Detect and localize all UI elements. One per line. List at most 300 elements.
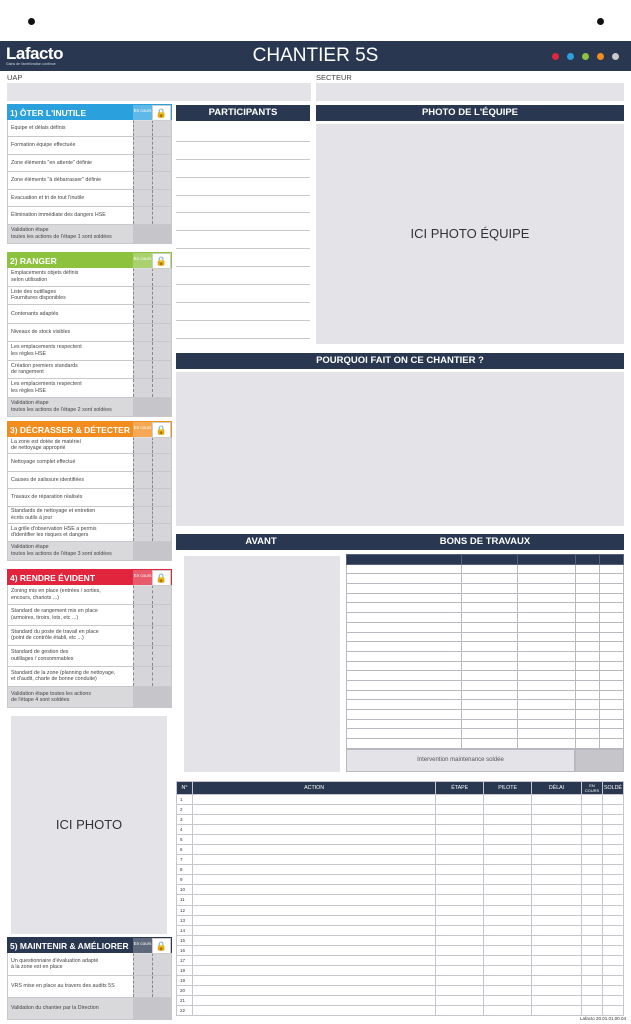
table-cell[interactable] (347, 632, 462, 642)
table-cell[interactable] (576, 574, 600, 584)
table-cell[interactable] (581, 895, 602, 905)
table-cell[interactable] (602, 925, 623, 935)
table-cell[interactable] (461, 651, 518, 661)
participant-line[interactable] (176, 213, 310, 231)
table-cell[interactable] (600, 622, 624, 632)
table-cell[interactable] (484, 985, 532, 995)
table-cell[interactable] (576, 632, 600, 642)
table-cell[interactable] (581, 855, 602, 865)
table-cell[interactable] (192, 1005, 435, 1015)
pourquoi-box[interactable] (176, 372, 624, 526)
table-cell[interactable] (602, 915, 623, 925)
table-cell[interactable] (532, 795, 582, 805)
table-cell[interactable] (581, 925, 602, 935)
solde-cell[interactable] (152, 207, 171, 224)
table-cell[interactable] (347, 710, 462, 720)
participant-line[interactable] (176, 196, 310, 214)
table-cell[interactable] (602, 875, 623, 885)
table-cell[interactable] (581, 985, 602, 995)
table-cell[interactable] (347, 574, 462, 584)
table-cell[interactable] (192, 865, 435, 875)
table-cell[interactable] (436, 815, 484, 825)
table-cell[interactable] (576, 710, 600, 720)
table-cell[interactable] (576, 719, 600, 729)
table-cell[interactable] (484, 855, 532, 865)
table-cell[interactable] (461, 710, 518, 720)
en-cours-cell[interactable] (133, 437, 152, 453)
table-cell[interactable] (192, 825, 435, 835)
table-cell[interactable] (347, 593, 462, 603)
secteur-field[interactable] (316, 83, 624, 101)
solde-cell[interactable] (152, 342, 171, 360)
table-cell[interactable] (461, 574, 518, 584)
table-cell[interactable] (581, 885, 602, 895)
table-cell[interactable] (581, 905, 602, 915)
table-cell[interactable] (600, 584, 624, 594)
table-cell[interactable] (532, 855, 582, 865)
table-cell[interactable] (581, 1005, 602, 1015)
table-cell[interactable] (347, 690, 462, 700)
table-cell[interactable] (461, 593, 518, 603)
en-cours-cell[interactable] (133, 667, 152, 687)
table-cell[interactable] (192, 845, 435, 855)
table-cell[interactable] (532, 835, 582, 845)
table-cell[interactable] (461, 680, 518, 690)
table-cell[interactable] (600, 690, 624, 700)
table-cell[interactable] (192, 915, 435, 925)
table-cell[interactable] (532, 875, 582, 885)
table-cell[interactable] (518, 622, 576, 632)
table-cell[interactable] (576, 661, 600, 671)
intervention-check[interactable] (575, 749, 624, 772)
table-cell[interactable] (192, 835, 435, 845)
table-cell[interactable] (602, 835, 623, 845)
table-cell[interactable] (461, 661, 518, 671)
table-cell[interactable] (518, 574, 576, 584)
table-cell[interactable] (532, 825, 582, 835)
table-cell[interactable] (436, 875, 484, 885)
table-cell[interactable] (484, 935, 532, 945)
table-cell[interactable] (484, 825, 532, 835)
table-cell[interactable] (436, 975, 484, 985)
solde-cell[interactable] (152, 172, 171, 189)
table-cell[interactable] (532, 935, 582, 945)
table-cell[interactable] (581, 845, 602, 855)
table-cell[interactable] (532, 965, 582, 975)
table-cell[interactable] (461, 671, 518, 681)
en-cours-cell[interactable] (133, 155, 152, 172)
table-cell[interactable] (576, 739, 600, 749)
table-cell[interactable] (532, 1005, 582, 1015)
participant-line[interactable] (176, 178, 310, 196)
table-cell[interactable] (484, 885, 532, 895)
table-cell[interactable] (347, 622, 462, 632)
table-cell[interactable] (532, 955, 582, 965)
table-cell[interactable] (518, 651, 576, 661)
table-cell[interactable] (461, 632, 518, 642)
table-cell[interactable] (532, 975, 582, 985)
solde-cell[interactable] (152, 437, 171, 453)
table-cell[interactable] (600, 603, 624, 613)
table-cell[interactable] (532, 845, 582, 855)
table-cell[interactable] (518, 719, 576, 729)
validation-cell[interactable] (133, 398, 171, 416)
table-cell[interactable] (518, 555, 576, 565)
table-cell[interactable] (600, 700, 624, 710)
table-cell[interactable] (518, 584, 576, 594)
en-cours-cell[interactable] (133, 207, 152, 224)
table-cell[interactable] (532, 865, 582, 875)
table-cell[interactable] (436, 805, 484, 815)
table-cell[interactable] (518, 603, 576, 613)
table-cell[interactable] (192, 975, 435, 985)
table-cell[interactable] (347, 719, 462, 729)
solde-cell[interactable] (152, 137, 171, 154)
uap-field[interactable] (7, 83, 311, 101)
table-cell[interactable] (461, 584, 518, 594)
table-cell[interactable] (600, 661, 624, 671)
table-cell[interactable] (576, 642, 600, 652)
table-cell[interactable] (192, 965, 435, 975)
solde-cell[interactable] (152, 585, 171, 604)
participant-line[interactable] (176, 285, 310, 303)
en-cours-cell[interactable] (133, 976, 152, 997)
table-cell[interactable] (461, 642, 518, 652)
table-cell[interactable] (347, 700, 462, 710)
en-cours-cell[interactable] (133, 585, 152, 604)
table-cell[interactable] (518, 710, 576, 720)
solde-cell[interactable] (152, 626, 171, 646)
table-cell[interactable] (484, 875, 532, 885)
table-cell[interactable] (192, 795, 435, 805)
table-cell[interactable] (581, 835, 602, 845)
table-cell[interactable] (576, 593, 600, 603)
table-cell[interactable] (484, 835, 532, 845)
table-cell[interactable] (436, 985, 484, 995)
table-cell[interactable] (581, 865, 602, 875)
table-cell[interactable] (600, 555, 624, 565)
table-cell[interactable] (347, 739, 462, 749)
table-cell[interactable] (461, 739, 518, 749)
en-cours-cell[interactable] (133, 268, 152, 286)
solde-cell[interactable] (152, 472, 171, 489)
table-cell[interactable] (436, 825, 484, 835)
table-cell[interactable] (581, 945, 602, 955)
en-cours-cell[interactable] (133, 190, 152, 207)
solde-cell[interactable] (152, 190, 171, 207)
table-cell[interactable] (436, 845, 484, 855)
table-cell[interactable] (484, 895, 532, 905)
table-cell[interactable] (602, 1005, 623, 1015)
table-cell[interactable] (576, 680, 600, 690)
table-cell[interactable] (581, 875, 602, 885)
table-cell[interactable] (602, 865, 623, 875)
table-cell[interactable] (347, 680, 462, 690)
solde-cell[interactable] (152, 605, 171, 625)
table-cell[interactable] (518, 593, 576, 603)
table-cell[interactable] (600, 632, 624, 642)
table-cell[interactable] (436, 995, 484, 1005)
table-cell[interactable] (576, 555, 600, 565)
table-cell[interactable] (576, 690, 600, 700)
en-cours-cell[interactable] (133, 472, 152, 489)
table-cell[interactable] (436, 945, 484, 955)
table-cell[interactable] (192, 895, 435, 905)
participant-line[interactable] (176, 303, 310, 321)
table-cell[interactable] (602, 825, 623, 835)
table-cell[interactable] (518, 642, 576, 652)
table-cell[interactable] (576, 729, 600, 739)
solde-cell[interactable] (152, 524, 171, 541)
table-cell[interactable] (532, 985, 582, 995)
en-cours-cell[interactable] (133, 361, 152, 379)
table-cell[interactable] (436, 885, 484, 895)
table-cell[interactable] (602, 895, 623, 905)
table-cell[interactable] (518, 661, 576, 671)
table-cell[interactable] (532, 945, 582, 955)
table-cell[interactable] (602, 815, 623, 825)
solde-cell[interactable] (152, 976, 171, 997)
en-cours-cell[interactable] (133, 524, 152, 541)
en-cours-cell[interactable] (133, 454, 152, 471)
table-cell[interactable] (484, 865, 532, 875)
table-cell[interactable] (602, 805, 623, 815)
table-cell[interactable] (347, 603, 462, 613)
table-cell[interactable] (347, 671, 462, 681)
table-cell[interactable] (602, 855, 623, 865)
table-cell[interactable] (532, 805, 582, 815)
participant-line[interactable] (176, 267, 310, 285)
solde-cell[interactable] (152, 361, 171, 379)
table-cell[interactable] (600, 642, 624, 652)
validation-cell[interactable] (133, 687, 171, 707)
table-cell[interactable] (436, 865, 484, 875)
table-cell[interactable] (484, 845, 532, 855)
validation-cell[interactable] (133, 998, 171, 1019)
table-cell[interactable] (436, 835, 484, 845)
table-cell[interactable] (581, 915, 602, 925)
table-cell[interactable] (192, 815, 435, 825)
table-cell[interactable] (192, 885, 435, 895)
table-cell[interactable] (581, 975, 602, 985)
solde-cell[interactable] (152, 489, 171, 506)
participant-line[interactable] (176, 160, 310, 178)
participant-line[interactable] (176, 142, 310, 160)
table-cell[interactable] (436, 925, 484, 935)
table-cell[interactable] (602, 885, 623, 895)
solde-cell[interactable] (152, 324, 171, 342)
en-cours-cell[interactable] (133, 646, 152, 666)
table-cell[interactable] (436, 905, 484, 915)
table-cell[interactable] (602, 905, 623, 915)
table-cell[interactable] (581, 935, 602, 945)
table-cell[interactable] (484, 795, 532, 805)
table-cell[interactable] (581, 995, 602, 1005)
table-cell[interactable] (581, 815, 602, 825)
table-cell[interactable] (532, 905, 582, 915)
en-cours-cell[interactable] (133, 953, 152, 975)
table-cell[interactable] (484, 805, 532, 815)
table-cell[interactable] (461, 555, 518, 565)
participants-lines[interactable] (176, 124, 310, 339)
table-cell[interactable] (461, 603, 518, 613)
solde-cell[interactable] (152, 120, 171, 136)
table-cell[interactable] (602, 975, 623, 985)
table-cell[interactable] (602, 955, 623, 965)
table-cell[interactable] (192, 955, 435, 965)
table-cell[interactable] (532, 995, 582, 1005)
validation-cell[interactable] (133, 225, 171, 243)
table-cell[interactable] (518, 739, 576, 749)
table-cell[interactable] (581, 795, 602, 805)
solde-cell[interactable] (152, 155, 171, 172)
table-cell[interactable] (192, 985, 435, 995)
table-cell[interactable] (602, 795, 623, 805)
table-cell[interactable] (518, 613, 576, 623)
table-cell[interactable] (581, 965, 602, 975)
table-cell[interactable] (484, 815, 532, 825)
table-cell[interactable] (192, 875, 435, 885)
table-cell[interactable] (436, 895, 484, 905)
table-cell[interactable] (484, 905, 532, 915)
table-cell[interactable] (602, 985, 623, 995)
table-cell[interactable] (532, 925, 582, 935)
table-cell[interactable] (192, 855, 435, 865)
table-cell[interactable] (576, 700, 600, 710)
participant-line[interactable] (176, 124, 310, 142)
table-cell[interactable] (576, 622, 600, 632)
solde-cell[interactable] (152, 305, 171, 323)
table-cell[interactable] (461, 613, 518, 623)
table-cell[interactable] (484, 925, 532, 935)
table-cell[interactable] (461, 690, 518, 700)
table-cell[interactable] (347, 729, 462, 739)
table-cell[interactable] (581, 825, 602, 835)
solde-cell[interactable] (152, 646, 171, 666)
table-cell[interactable] (192, 945, 435, 955)
en-cours-cell[interactable] (133, 342, 152, 360)
table-cell[interactable] (484, 955, 532, 965)
table-cell[interactable] (192, 905, 435, 915)
table-cell[interactable] (347, 555, 462, 565)
table-cell[interactable] (602, 965, 623, 975)
table-cell[interactable] (461, 700, 518, 710)
table-cell[interactable] (518, 729, 576, 739)
table-cell[interactable] (581, 955, 602, 965)
table-cell[interactable] (347, 642, 462, 652)
table-cell[interactable] (347, 613, 462, 623)
table-cell[interactable] (600, 593, 624, 603)
en-cours-cell[interactable] (133, 507, 152, 524)
table-cell[interactable] (484, 995, 532, 1005)
table-cell[interactable] (461, 622, 518, 632)
table-cell[interactable] (347, 584, 462, 594)
table-cell[interactable] (532, 895, 582, 905)
table-cell[interactable] (600, 729, 624, 739)
table-cell[interactable] (484, 975, 532, 985)
en-cours-cell[interactable] (133, 626, 152, 646)
solde-cell[interactable] (152, 454, 171, 471)
table-cell[interactable] (192, 925, 435, 935)
table-cell[interactable] (436, 965, 484, 975)
participant-line[interactable] (176, 231, 310, 249)
table-cell[interactable] (600, 564, 624, 574)
table-cell[interactable] (600, 710, 624, 720)
solde-cell[interactable] (152, 287, 171, 305)
table-cell[interactable] (600, 680, 624, 690)
table-cell[interactable] (532, 815, 582, 825)
en-cours-cell[interactable] (133, 489, 152, 506)
validation-cell[interactable] (133, 542, 171, 560)
table-cell[interactable] (532, 915, 582, 925)
participant-line[interactable] (176, 249, 310, 267)
table-cell[interactable] (518, 671, 576, 681)
table-cell[interactable] (192, 935, 435, 945)
table-cell[interactable] (576, 651, 600, 661)
table-cell[interactable] (484, 1005, 532, 1015)
table-cell[interactable] (436, 855, 484, 865)
table-cell[interactable] (532, 885, 582, 895)
table-cell[interactable] (347, 651, 462, 661)
table-cell[interactable] (436, 935, 484, 945)
en-cours-cell[interactable] (133, 137, 152, 154)
solde-cell[interactable] (152, 667, 171, 687)
participant-line[interactable] (176, 321, 310, 339)
table-cell[interactable] (484, 915, 532, 925)
table-cell[interactable] (602, 935, 623, 945)
table-cell[interactable] (518, 700, 576, 710)
table-cell[interactable] (518, 632, 576, 642)
en-cours-cell[interactable] (133, 120, 152, 136)
table-cell[interactable] (602, 945, 623, 955)
table-cell[interactable] (436, 955, 484, 965)
table-cell[interactable] (576, 584, 600, 594)
action-table[interactable] (176, 781, 624, 1016)
table-cell[interactable] (484, 945, 532, 955)
solde-cell[interactable] (152, 379, 171, 397)
en-cours-cell[interactable] (133, 287, 152, 305)
table-cell[interactable] (436, 795, 484, 805)
table-cell[interactable] (602, 845, 623, 855)
solde-cell[interactable] (152, 268, 171, 286)
table-cell[interactable] (461, 729, 518, 739)
solde-cell[interactable] (152, 953, 171, 975)
table-cell[interactable] (518, 690, 576, 700)
table-cell[interactable] (581, 805, 602, 815)
table-cell[interactable] (436, 1005, 484, 1015)
table-cell[interactable] (602, 995, 623, 1005)
table-cell[interactable] (600, 651, 624, 661)
table-cell[interactable] (347, 564, 462, 574)
table-cell[interactable] (347, 661, 462, 671)
table-cell[interactable] (600, 574, 624, 584)
table-cell[interactable] (518, 680, 576, 690)
en-cours-cell[interactable] (133, 379, 152, 397)
table-cell[interactable] (518, 564, 576, 574)
table-cell[interactable] (461, 719, 518, 729)
table-cell[interactable] (436, 915, 484, 925)
table-cell[interactable] (576, 671, 600, 681)
table-cell[interactable] (576, 613, 600, 623)
table-cell[interactable] (576, 564, 600, 574)
en-cours-cell[interactable] (133, 305, 152, 323)
solde-cell[interactable] (152, 507, 171, 524)
table-cell[interactable] (600, 613, 624, 623)
table-cell[interactable] (600, 739, 624, 749)
table-cell[interactable] (576, 603, 600, 613)
table-cell[interactable] (461, 564, 518, 574)
avant-photo-box[interactable] (184, 556, 340, 772)
